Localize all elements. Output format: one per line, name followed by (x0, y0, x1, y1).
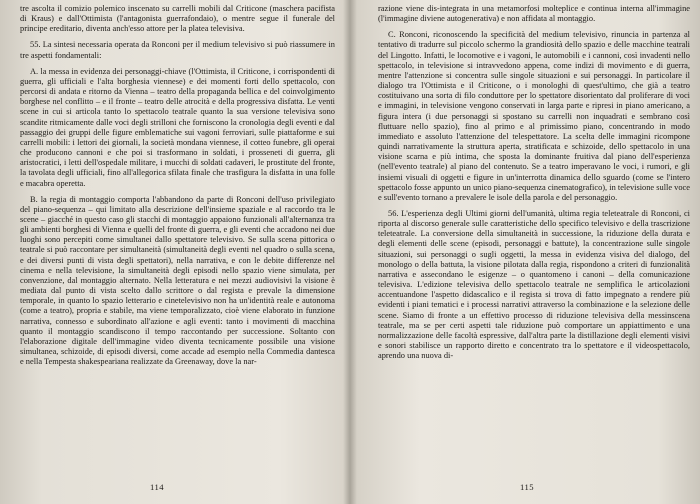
right-text-column (378, 4, 690, 361)
paragraph-continuation: tre ascolta il comizio polemico inscenato su carrelli mobili dal Criticone (maschera pacifista di Kraus) e dall'Ottimista (l'antagonista guerrafondaio), o mentre segue il funerale del principe ereditario, diventa anch'esso attore per la platea televisiva. (20, 4, 335, 34)
page-number-right: 115 (520, 482, 535, 492)
paragraph-continuation: razione viene dis-integrata in una metamorfosi molteplice e continua interna all'immagine (l'immagine diviene autogenerativa) e non affidata al montaggio. (378, 4, 690, 24)
right-page (350, 0, 700, 504)
paragraph-point-a: A. la messa in evidenza dei personaggi-chiave (l'Ottimista, il Criticone, i corrispondenti di guerra, gli ufficiali e l'alta borghesia viennese) e dei momenti forti dello spettacolo, con percorsi di andata e ritorno da Vienna – teatro della propaganda bellica e del coinvolgimento borghese nel conflitto – e il fronte – teatro delle atrocità e della progressiva disfatta. Le venti scene in cui si articola tanto lo spettacolo teatrale quanto la sua versione televisiva sono scandite ritmicamente dalle voci degli strilloni che forniscono la cronologia degli eventi e dal passaggio dei gruppi delle figure emblematiche sui vagoni ferroviari, sulle piattaforme e sui carrelli mobili: i lettori dei giornali, la società mondana viennese, il cotteo funebre, gli operai che producono cannoni e che poi si trasformano in soldati, i prosseneti di guerra, gli aristocratici, i letti dell'ospedale militare, i mucchi di soldati cadaveri, le prostitute del fronte, la tavolata degli ufficiali, fino all'allegorica sfilata finale che trasfigura la disfatta in una folle e macabra operetta. (20, 66, 335, 188)
paragraph-section-55: 55. La sintesi necessaria operata da Ronconi per il medium televisivo si può riassumere in tre aspetti fondamentali: (20, 40, 335, 60)
page-number-left: 114 (150, 482, 165, 492)
paragraph-section-56: 56. L'esperienza degli Ultimi giorni dell'umanità, ultima regia teleteatrale di Ronconi, ci riporta al discorso generale sulle caratteristiche dello specifico televisivo e della trascrizione teleteatrale. La conversione della simultaneità in successione, la riduzione della durata e degli elementi delle scene (episodi, personaggi e battute), la concentrazione sulle singole situazioni, sui personaggi o sugli oggetti, la messa in evidenza visiva del dialogo, del monologo o della battuta, la visione pilotata dalla regia, rispondono a criteri di funzionalità narrativa e assecondano le esigenze – o quantomeno i canoni – della comunicazione televisiva. L'edizione televisiva dello spettacolo teatrale ne semplifica le articolazioni accentuandone l'aspetto didascalico e il regista si trova di fatto impegnato a rendere più evidenti i piani tematici e i processi narrativi attraverso la combinazione e la selezione delle scene. Siamo di fronte a un effettivo processo di riduzione televisiva della messinscena teatrale, ma se per certi aspetti tale riduzione può comportare un appiattimento e una normalizzazione delle facoltà espressive, dall'altra parte la distillazione degli elementi visivi e sonori stabilisce un rapporto diretto e concentrato tra lo spettatore e il videospettacolo, aprendo una nuova di- (378, 208, 690, 361)
left-text-column (20, 4, 335, 367)
paragraph-point-b: B. la regia di montaggio comporta l'abbandono da parte di Ronconi dell'uso privilegiato del piano-sequenza – qui limitato alla descrizione dell'insieme spaziale e al raccordo tra le scene – giacché in questo caso gli stacchi di montaggio appaiono funzionali all'alternanza tra gli ambienti borghesi di Vienna e quelli del fronte di guerra, e gli eventi che accadono nei due luoghi sono percepiti come simultanei dallo spettatore televisivo. Se sulla scena pittorica o teatrale si può raccontare per simultaneità (simultaneità degli eventi nel quadro o sulla scena, e dei diversi punti di vista degli spettatori), nella narrativa, e con le debite differenze nel cinema e nella televisione, la simultaneità degli episodi nello spazio viene simulata, per convenzione, dal montaggio alternato. Nella letteratura e nei mezzi audiovisivi la visione è mediata dal punto di vista scelto dallo scrittore o dal regista e prevale la dimensione temporale, in quanto lo spazio letterario e cinetelevisivo non ha un'identità reale e autonoma (come a teatro), propria e stabile, ma viene temporalizzato, cioè viene elaborato in funzione narrativa, connesso e subordinato all'azione e agli eventi: tanto i movimenti di macchina quanto il montaggio scandiscono il tempo raccontando per successione. Soltanto con l'elaborazione digitale dell'immagine video diventa tecnicamente possibile una visione simultanea, schizoide, di episodi diversi, come accade ad esempio nella Commedia dantesca e nella Tempesta shakespeariana realizzate da Greenaway, dove la nar- (20, 194, 335, 367)
paragraph-point-c: C. Ronconi, riconoscendo la specificità del medium televisivo, rinuncia in partenza al tentativo di tradurre sul piccolo schermo la grandiosità dello spazio e delle macchine teatrali del Lingotto. Infatti, le locomotive e i vagoni, le automobili e i cannoni, così invadenti nello spettacolo, in televisione si intravvedono appena, come indizi di movimento e di guerra, mentre l'attenzione si concentra sulle singole situazioni e sui personaggi. In particolare il dialogo tra l'Ottimista e il Criticone, o i monologhi di quest'ultimo, che già a teatro costituivano una sorta di filo conduttore per lo spettatore disorientato dal proliferare di voci e immagini, in televisione vengono conservati in larga parte e ripresi in piano americano, a figura intera (i due personaggi si spostano su carrelli non inquadrati e sembrano così fluttuare nello spazio), fino al primo e al primissimo piano, concentrando in modo immediato e assoluto l'attenzione del telespettatore. La scelta delle immagini ricompone quindi narrativamente la struttura aperta, stratificata e schizoide, dello spettacolo in una visione scarna e più intima, che sposta la dominante fruitiva dal piano dell'esperienza (nell'evento teatrale) al piano del contenuto. Se a teatro imperavano le voci, i rumori, e gli insiemi visuali di oggetti e figure in un'interrotta dinamica dello sguardo (come se l'intero spettacolo fosse appunto un unico piano-sequenza cinematografico), in televisione sulle voce e sull'evento tornano a prevalere le isole della parola e del personaggio. (378, 30, 690, 202)
